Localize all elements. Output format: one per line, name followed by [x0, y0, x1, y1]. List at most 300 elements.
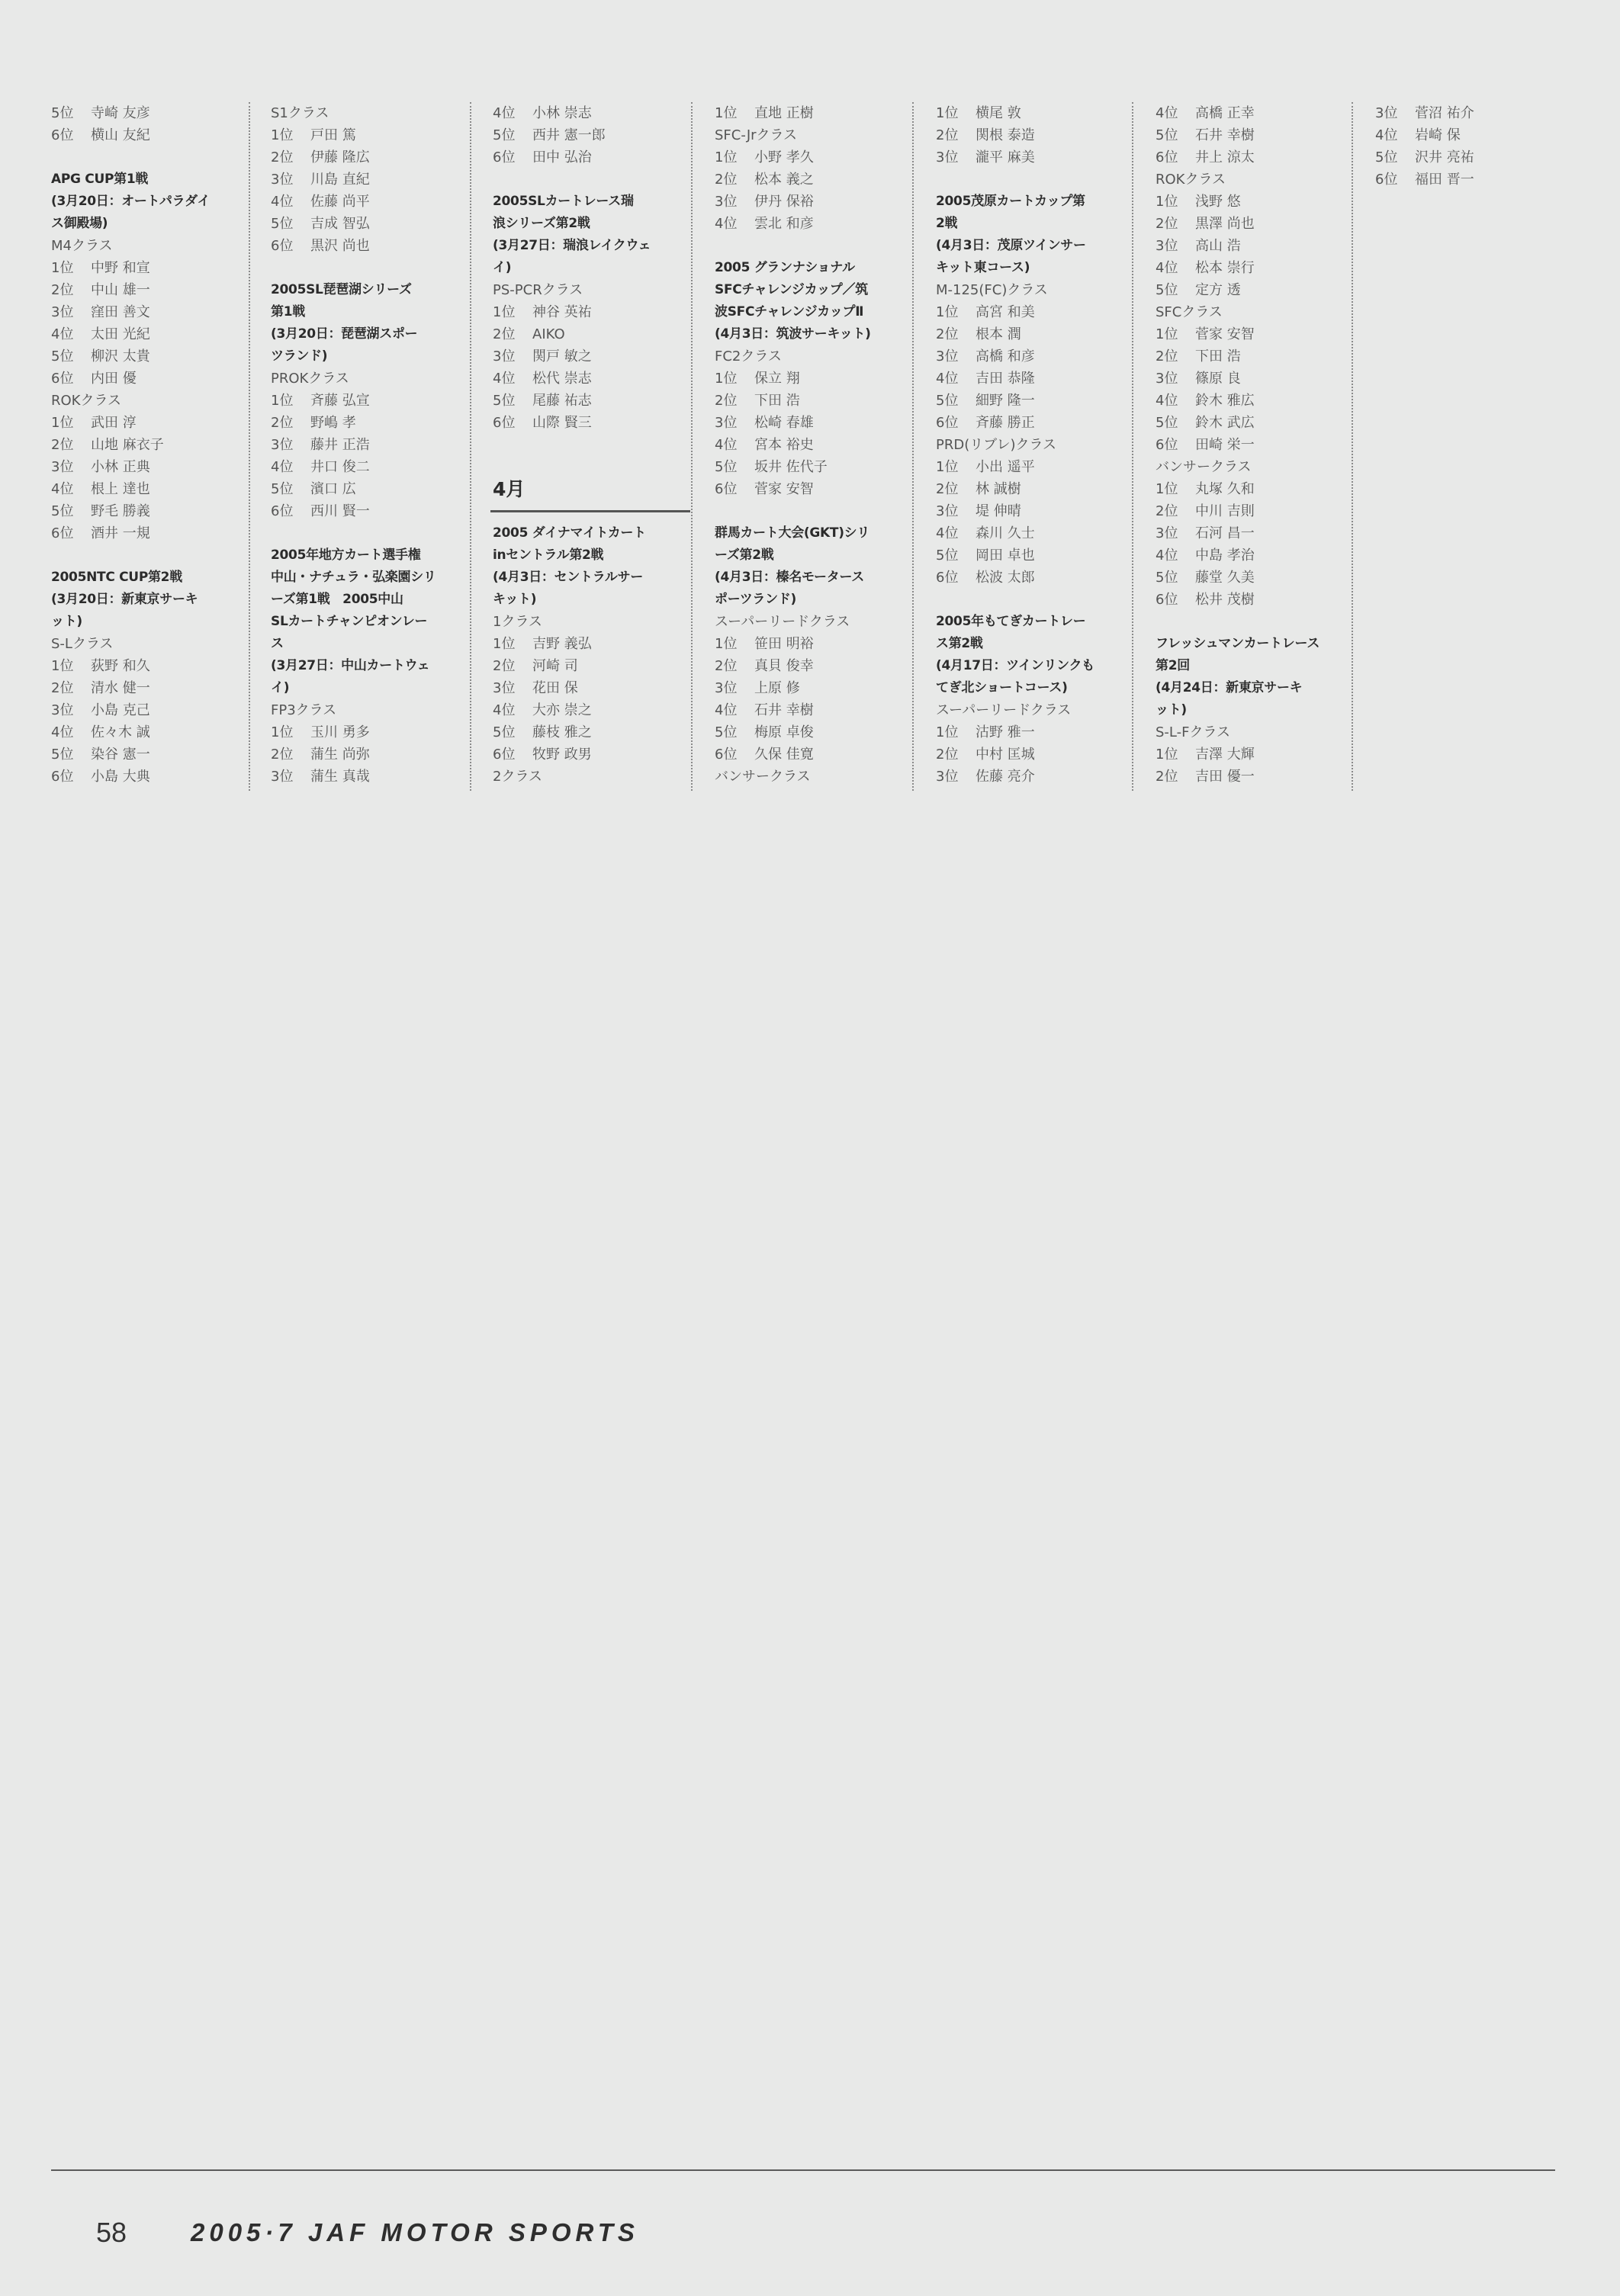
result-row — [1156, 146, 1351, 169]
rank-label: 4位 — [1156, 548, 1178, 564]
driver-name: 根上 達也 — [91, 481, 150, 497]
driver-name: 根本 潤 — [976, 326, 1021, 342]
driver-name: 森川 久士 — [976, 525, 1035, 541]
rank-label: 5位 — [936, 548, 959, 564]
rank-label: 1位 — [51, 658, 74, 674]
rank-label: 4位 — [715, 216, 738, 232]
result-row — [493, 743, 688, 766]
result-row — [936, 567, 1131, 589]
class-label: M-125(FC)クラス — [936, 282, 1048, 298]
rank-label: 3位 — [1375, 105, 1398, 121]
rank-label: 3位 — [1156, 371, 1178, 387]
driver-name: 神谷 英祐 — [532, 304, 592, 320]
rank-label: 3位 — [493, 680, 516, 696]
result-row — [51, 102, 246, 124]
result-row — [271, 412, 466, 434]
rank-label: 3位 — [936, 769, 959, 785]
result-row — [715, 146, 910, 169]
driver-name: 川島 直紀 — [310, 172, 370, 188]
result-row — [51, 699, 246, 721]
result-row — [271, 434, 466, 456]
driver-name: 中野 和宣 — [91, 260, 150, 276]
driver-name: 吉澤 大輝 — [1195, 747, 1255, 763]
event-title-line: APG CUP第1戦 — [51, 172, 149, 187]
driver-name: 小野 孝久 — [754, 149, 814, 165]
rank-label: 4位 — [715, 702, 738, 718]
result-row — [271, 766, 466, 788]
result-row — [1156, 102, 1351, 124]
rank-label: 6位 — [51, 525, 74, 541]
event-title-line: (4月24日：新東京サーキ — [1156, 680, 1303, 695]
rank-label: 1位 — [715, 371, 738, 387]
event-title-line: 2005年地方カート選手権 — [271, 548, 421, 563]
rank-label: 3位 — [715, 415, 738, 431]
driver-name: 鈴木 武広 — [1195, 415, 1255, 431]
rank-label: 2位 — [1156, 769, 1178, 785]
rank-label: 5位 — [271, 481, 294, 497]
result-row — [1156, 522, 1351, 544]
rank-label: 3位 — [1156, 525, 1178, 541]
driver-name: 丸塚 久和 — [1195, 481, 1255, 497]
result-row — [493, 345, 688, 368]
result-row — [1156, 390, 1351, 412]
column-divider — [249, 102, 250, 791]
rank-label: 1位 — [715, 149, 738, 165]
rank-label: 6位 — [715, 747, 738, 763]
driver-name: 吉野 義弘 — [532, 636, 592, 652]
result-row — [1156, 191, 1351, 213]
result-row — [1156, 589, 1351, 611]
rank-label: 4位 — [1156, 393, 1178, 409]
result-block — [936, 191, 1131, 589]
result-row — [1156, 323, 1351, 345]
result-row — [936, 102, 1131, 124]
rank-label: 5位 — [715, 724, 738, 740]
driver-name: 尾藤 祐志 — [532, 393, 592, 409]
result-block — [493, 102, 688, 169]
event-title-line: 中山・ナチュラ・弘楽園シリ — [271, 570, 436, 585]
results-column — [271, 102, 466, 788]
result-row — [271, 191, 466, 213]
result-row — [51, 522, 246, 544]
result-row — [271, 124, 466, 146]
driver-name: 西川 賢一 — [310, 503, 370, 519]
class-label: バンサークラス — [715, 769, 811, 785]
class-label: S-Lクラス — [51, 636, 114, 652]
driver-name: 沢井 亮祐 — [1415, 149, 1474, 165]
result-row — [51, 766, 246, 788]
class-label: スーパーリードクラス — [715, 614, 850, 630]
rank-label: 2位 — [715, 658, 738, 674]
result-row — [715, 191, 910, 213]
result-row — [51, 655, 246, 677]
result-row — [1156, 478, 1351, 500]
rank-label: 1位 — [271, 127, 294, 143]
driver-name: 松波 太郎 — [976, 570, 1035, 586]
event-title-line: 群馬カート大会(GKT)シリ — [715, 525, 870, 541]
event-title-line: 第1戦 — [271, 304, 305, 320]
result-row — [1156, 368, 1351, 390]
result-row — [51, 301, 246, 323]
event-title-line: 浪シリーズ第2戦 — [493, 216, 590, 231]
result-row — [271, 743, 466, 766]
column-divider — [1132, 102, 1133, 791]
event-title-line: (4月17日：ツインリンクも — [936, 658, 1094, 673]
class-label: ROKクラス — [51, 393, 121, 409]
result-row — [493, 102, 688, 124]
rank-label: 6位 — [936, 570, 959, 586]
rank-label: 6位 — [493, 747, 516, 763]
driver-name: 菅家 安智 — [1195, 326, 1255, 342]
result-block — [715, 257, 910, 500]
driver-name: 松本 義之 — [754, 172, 814, 188]
class-label: M4クラス — [51, 238, 113, 254]
rank-label: 3位 — [715, 194, 738, 210]
driver-name: 鈴木 雅広 — [1195, 393, 1255, 409]
rank-label: 5位 — [271, 216, 294, 232]
driver-name: 井上 涼太 — [1195, 149, 1255, 165]
result-row — [715, 721, 910, 743]
rank-label: 5位 — [51, 747, 74, 763]
driver-name: 高山 浩 — [1195, 238, 1241, 254]
result-row — [1375, 124, 1570, 146]
rank-label: 1位 — [51, 415, 74, 431]
event-title-line: 波SFCチャレンジカップⅡ — [715, 304, 864, 320]
page-number: 58 — [96, 2217, 127, 2248]
rank-label: 3位 — [1156, 238, 1178, 254]
result-row — [715, 102, 910, 124]
event-title-line: ーズ第2戦 — [715, 548, 774, 563]
driver-name: 黒澤 尚也 — [1195, 216, 1255, 232]
result-row — [51, 434, 246, 456]
rank-label: 6位 — [1156, 437, 1178, 453]
result-row — [51, 500, 246, 522]
event-title-line: (4月3日：榛名モータース — [715, 570, 864, 585]
rank-label: 1位 — [715, 636, 738, 652]
result-row — [936, 301, 1131, 323]
rank-label: 1位 — [271, 724, 294, 740]
result-row — [1156, 434, 1351, 456]
class-label: PROKクラス — [271, 371, 349, 387]
driver-name: 定方 透 — [1195, 282, 1241, 298]
driver-name: 武田 淳 — [91, 415, 137, 431]
rank-label: 5位 — [51, 503, 74, 519]
result-row — [51, 456, 246, 478]
driver-name: 中島 孝治 — [1195, 548, 1255, 564]
event-title-line: (3月27日：瑞浪レイクウェ — [493, 238, 651, 253]
driver-name: 山地 麻衣子 — [91, 437, 164, 453]
rank-label: 1位 — [1156, 747, 1178, 763]
driver-name: 久保 佳寛 — [754, 747, 814, 763]
rank-label: 2位 — [51, 437, 74, 453]
result-row — [936, 368, 1131, 390]
driver-name: 花田 保 — [532, 680, 578, 696]
rank-label: 5位 — [493, 724, 516, 740]
event-title-line: キット東コース) — [936, 260, 1030, 275]
driver-name: 蒲生 真哉 — [310, 769, 370, 785]
result-block — [271, 102, 466, 257]
rank-label: 2位 — [271, 149, 294, 165]
result-row — [936, 323, 1131, 345]
result-row — [271, 146, 466, 169]
driver-name: 太田 光紀 — [91, 326, 150, 342]
result-block — [715, 522, 910, 788]
event-title-line: ス御殿場) — [51, 216, 108, 231]
driver-name: 伊藤 隆広 — [310, 149, 370, 165]
result-row — [271, 500, 466, 522]
class-label: S-L-Fクラス — [1156, 724, 1230, 740]
column-divider — [1352, 102, 1353, 791]
rank-label: 6位 — [936, 415, 959, 431]
result-block — [1156, 102, 1351, 611]
rank-label: 3位 — [493, 348, 516, 364]
result-row — [715, 169, 910, 191]
event-title-line: 2005NTC CUP第2戦 — [51, 570, 182, 585]
event-title-line: イ) — [271, 680, 290, 695]
driver-name: 松崎 春雄 — [754, 415, 814, 431]
class-label: FP3クラス — [271, 702, 337, 718]
event-title-line: てぎ北ショートコース) — [936, 680, 1068, 695]
rank-label: 6位 — [51, 769, 74, 785]
rank-label: 2位 — [936, 127, 959, 143]
driver-name: 瀧平 麻美 — [976, 149, 1035, 165]
result-row — [1156, 345, 1351, 368]
result-row — [271, 235, 466, 257]
rank-label: 5位 — [1156, 570, 1178, 586]
rank-label: 3位 — [936, 149, 959, 165]
driver-name: 寺崎 友彦 — [91, 105, 150, 121]
rank-label: 5位 — [1375, 149, 1398, 165]
result-row — [715, 434, 910, 456]
rank-label: 6位 — [1156, 592, 1178, 608]
result-row — [936, 146, 1131, 169]
rank-label: 1位 — [271, 393, 294, 409]
rank-label: 1位 — [1156, 326, 1178, 342]
result-row — [493, 677, 688, 699]
rank-label: 4位 — [493, 702, 516, 718]
driver-name: 中山 雄一 — [91, 282, 150, 298]
result-block — [493, 522, 688, 788]
rank-label: 4位 — [493, 105, 516, 121]
event-title-line: (4月3日：茂原ツインサー — [936, 238, 1086, 253]
driver-name: 中村 匡城 — [976, 747, 1035, 763]
driver-name: 小島 克己 — [91, 702, 150, 718]
driver-name: 宮本 裕史 — [754, 437, 814, 453]
result-row — [51, 743, 246, 766]
result-row — [715, 456, 910, 478]
event-title-line: 2005 ダイナマイトカート — [493, 525, 646, 541]
rank-label: 5位 — [493, 393, 516, 409]
driver-name: 蒲生 尚弥 — [310, 747, 370, 763]
result-block — [51, 169, 246, 544]
driver-name: 笹田 明裕 — [754, 636, 814, 652]
driver-name: 浅野 悠 — [1195, 194, 1241, 210]
result-row — [493, 655, 688, 677]
driver-name: 窪田 善文 — [91, 304, 150, 320]
publication-title: 2005·7 JAF MOTOR SPORTS — [191, 2218, 639, 2246]
rank-label: 6位 — [51, 127, 74, 143]
rank-label: 2位 — [1156, 348, 1178, 364]
result-row — [493, 633, 688, 655]
driver-name: 藤枝 雅之 — [532, 724, 592, 740]
rank-label: 6位 — [493, 415, 516, 431]
event-title-line: (4月3日：セントラルサー — [493, 570, 644, 585]
class-label: スーパーリードクラス — [936, 702, 1072, 718]
rank-label: 5位 — [51, 105, 74, 121]
result-row — [715, 390, 910, 412]
result-row — [715, 699, 910, 721]
driver-name: 細野 隆一 — [976, 393, 1035, 409]
rank-label: 2位 — [51, 282, 74, 298]
result-block — [51, 567, 246, 788]
result-row — [493, 721, 688, 743]
result-row — [715, 213, 910, 235]
event-title-line: 2005SLカートレース瑞 — [493, 194, 634, 209]
driver-name: 高橋 和彦 — [976, 348, 1035, 364]
rank-label: 4位 — [271, 459, 294, 475]
driver-name: 西井 憲一郎 — [532, 127, 606, 143]
class-label: SFC-Jrクラス — [715, 127, 798, 143]
rank-label: 2位 — [936, 747, 959, 763]
rank-label: 2位 — [715, 172, 738, 188]
rank-label: 4位 — [51, 326, 74, 342]
result-row — [1156, 743, 1351, 766]
rank-label: 6位 — [271, 238, 294, 254]
result-row — [1156, 279, 1351, 301]
driver-name: 藤堂 久美 — [1195, 570, 1255, 586]
result-row — [715, 412, 910, 434]
result-row — [715, 633, 910, 655]
result-row — [715, 743, 910, 766]
driver-name: 松代 崇志 — [532, 371, 592, 387]
rank-label: 4位 — [1156, 260, 1178, 276]
event-title-line: 第2回 — [1156, 658, 1190, 673]
result-row — [715, 368, 910, 390]
rank-label: 6位 — [715, 481, 738, 497]
result-row — [51, 412, 246, 434]
rank-label: 6位 — [493, 149, 516, 165]
result-row — [271, 390, 466, 412]
rank-label: 4位 — [1375, 127, 1398, 143]
event-title-line: (3月20日：オートパラダイ — [51, 194, 211, 209]
rank-label: 3位 — [51, 702, 74, 718]
driver-name: AIKO — [532, 326, 565, 342]
class-label: S1クラス — [271, 105, 329, 121]
driver-name: 佐藤 尚平 — [310, 194, 370, 210]
result-block — [936, 611, 1131, 788]
result-row — [493, 146, 688, 169]
event-title-line: ット) — [51, 614, 82, 629]
result-row — [493, 124, 688, 146]
driver-name: 岩崎 保 — [1415, 127, 1461, 143]
rank-label: 1位 — [936, 724, 959, 740]
result-row — [51, 677, 246, 699]
rank-label: 4位 — [51, 481, 74, 497]
event-title-line: inセントラル第2戦 — [493, 548, 604, 563]
result-row — [271, 213, 466, 235]
rank-label: 4位 — [493, 371, 516, 387]
rank-label: 3位 — [51, 459, 74, 475]
result-block — [1156, 633, 1351, 788]
driver-name: 上原 修 — [754, 680, 800, 696]
driver-name: 黒沢 尚也 — [310, 238, 370, 254]
result-row — [271, 456, 466, 478]
results-column — [715, 102, 910, 788]
class-label: バンサークラス — [1156, 459, 1252, 475]
result-block — [715, 102, 910, 235]
result-row — [1156, 567, 1351, 589]
result-row — [936, 478, 1131, 500]
rank-label: 4位 — [936, 371, 959, 387]
result-row — [715, 655, 910, 677]
result-row — [51, 257, 246, 279]
result-row — [493, 301, 688, 323]
driver-name: 玉川 勇多 — [310, 724, 370, 740]
driver-name: 井口 俊二 — [310, 459, 370, 475]
driver-name: 河崎 司 — [532, 658, 578, 674]
driver-name: 小林 正典 — [91, 459, 150, 475]
result-row — [51, 345, 246, 368]
driver-name: 内田 優 — [91, 371, 137, 387]
result-row — [936, 721, 1131, 743]
driver-name: 野毛 勝義 — [91, 503, 150, 519]
event-title-line: (3月27日：中山カートウェ — [271, 658, 430, 673]
event-title-line: ス — [271, 636, 284, 651]
rank-label: 2位 — [271, 747, 294, 763]
rank-label: 2位 — [271, 415, 294, 431]
driver-name: 戸田 篤 — [310, 127, 356, 143]
driver-name: 石井 幸樹 — [754, 702, 814, 718]
driver-name: 斉藤 弘宣 — [310, 393, 370, 409]
event-title-line: 2005SL琵琶湖シリーズ — [271, 282, 412, 297]
result-row — [936, 456, 1131, 478]
driver-name: 大亦 崇之 — [532, 702, 592, 718]
rank-label: 6位 — [51, 371, 74, 387]
event-title-line: キット) — [493, 592, 537, 607]
results-column — [936, 102, 1131, 788]
rank-label: 1位 — [493, 304, 516, 320]
month-section — [493, 478, 688, 500]
result-row — [271, 169, 466, 191]
result-row — [493, 323, 688, 345]
driver-name: 菅沼 祐介 — [1415, 105, 1474, 121]
rank-label: 3位 — [936, 503, 959, 519]
result-row — [271, 478, 466, 500]
rank-label: 2位 — [493, 658, 516, 674]
driver-name: 小出 遥平 — [976, 459, 1035, 475]
driver-name: 福田 晋一 — [1415, 172, 1474, 188]
month-heading: 4月 — [493, 478, 688, 500]
result-row — [493, 390, 688, 412]
event-title-line: ーズ第1戦 2005中山 — [271, 592, 403, 607]
driver-name: 篠原 良 — [1195, 371, 1241, 387]
driver-name: 濱口 広 — [310, 481, 356, 497]
event-title-line: 2005茂原カートカップ第 — [936, 194, 1085, 209]
rank-label: 2位 — [51, 680, 74, 696]
driver-name: 関根 泰造 — [976, 127, 1035, 143]
rank-label: 2位 — [936, 326, 959, 342]
driver-name: 中川 吉則 — [1195, 503, 1255, 519]
event-title-line: 2005年もてぎカートレー — [936, 614, 1086, 629]
driver-name: 石河 昌一 — [1195, 525, 1255, 541]
driver-name: 高橋 正幸 — [1195, 105, 1255, 121]
driver-name: 田中 弘治 — [532, 149, 592, 165]
rank-label: 6位 — [271, 503, 294, 519]
result-row — [51, 368, 246, 390]
result-block — [271, 544, 466, 788]
rank-label: 5位 — [51, 348, 74, 364]
result-row — [1156, 235, 1351, 257]
